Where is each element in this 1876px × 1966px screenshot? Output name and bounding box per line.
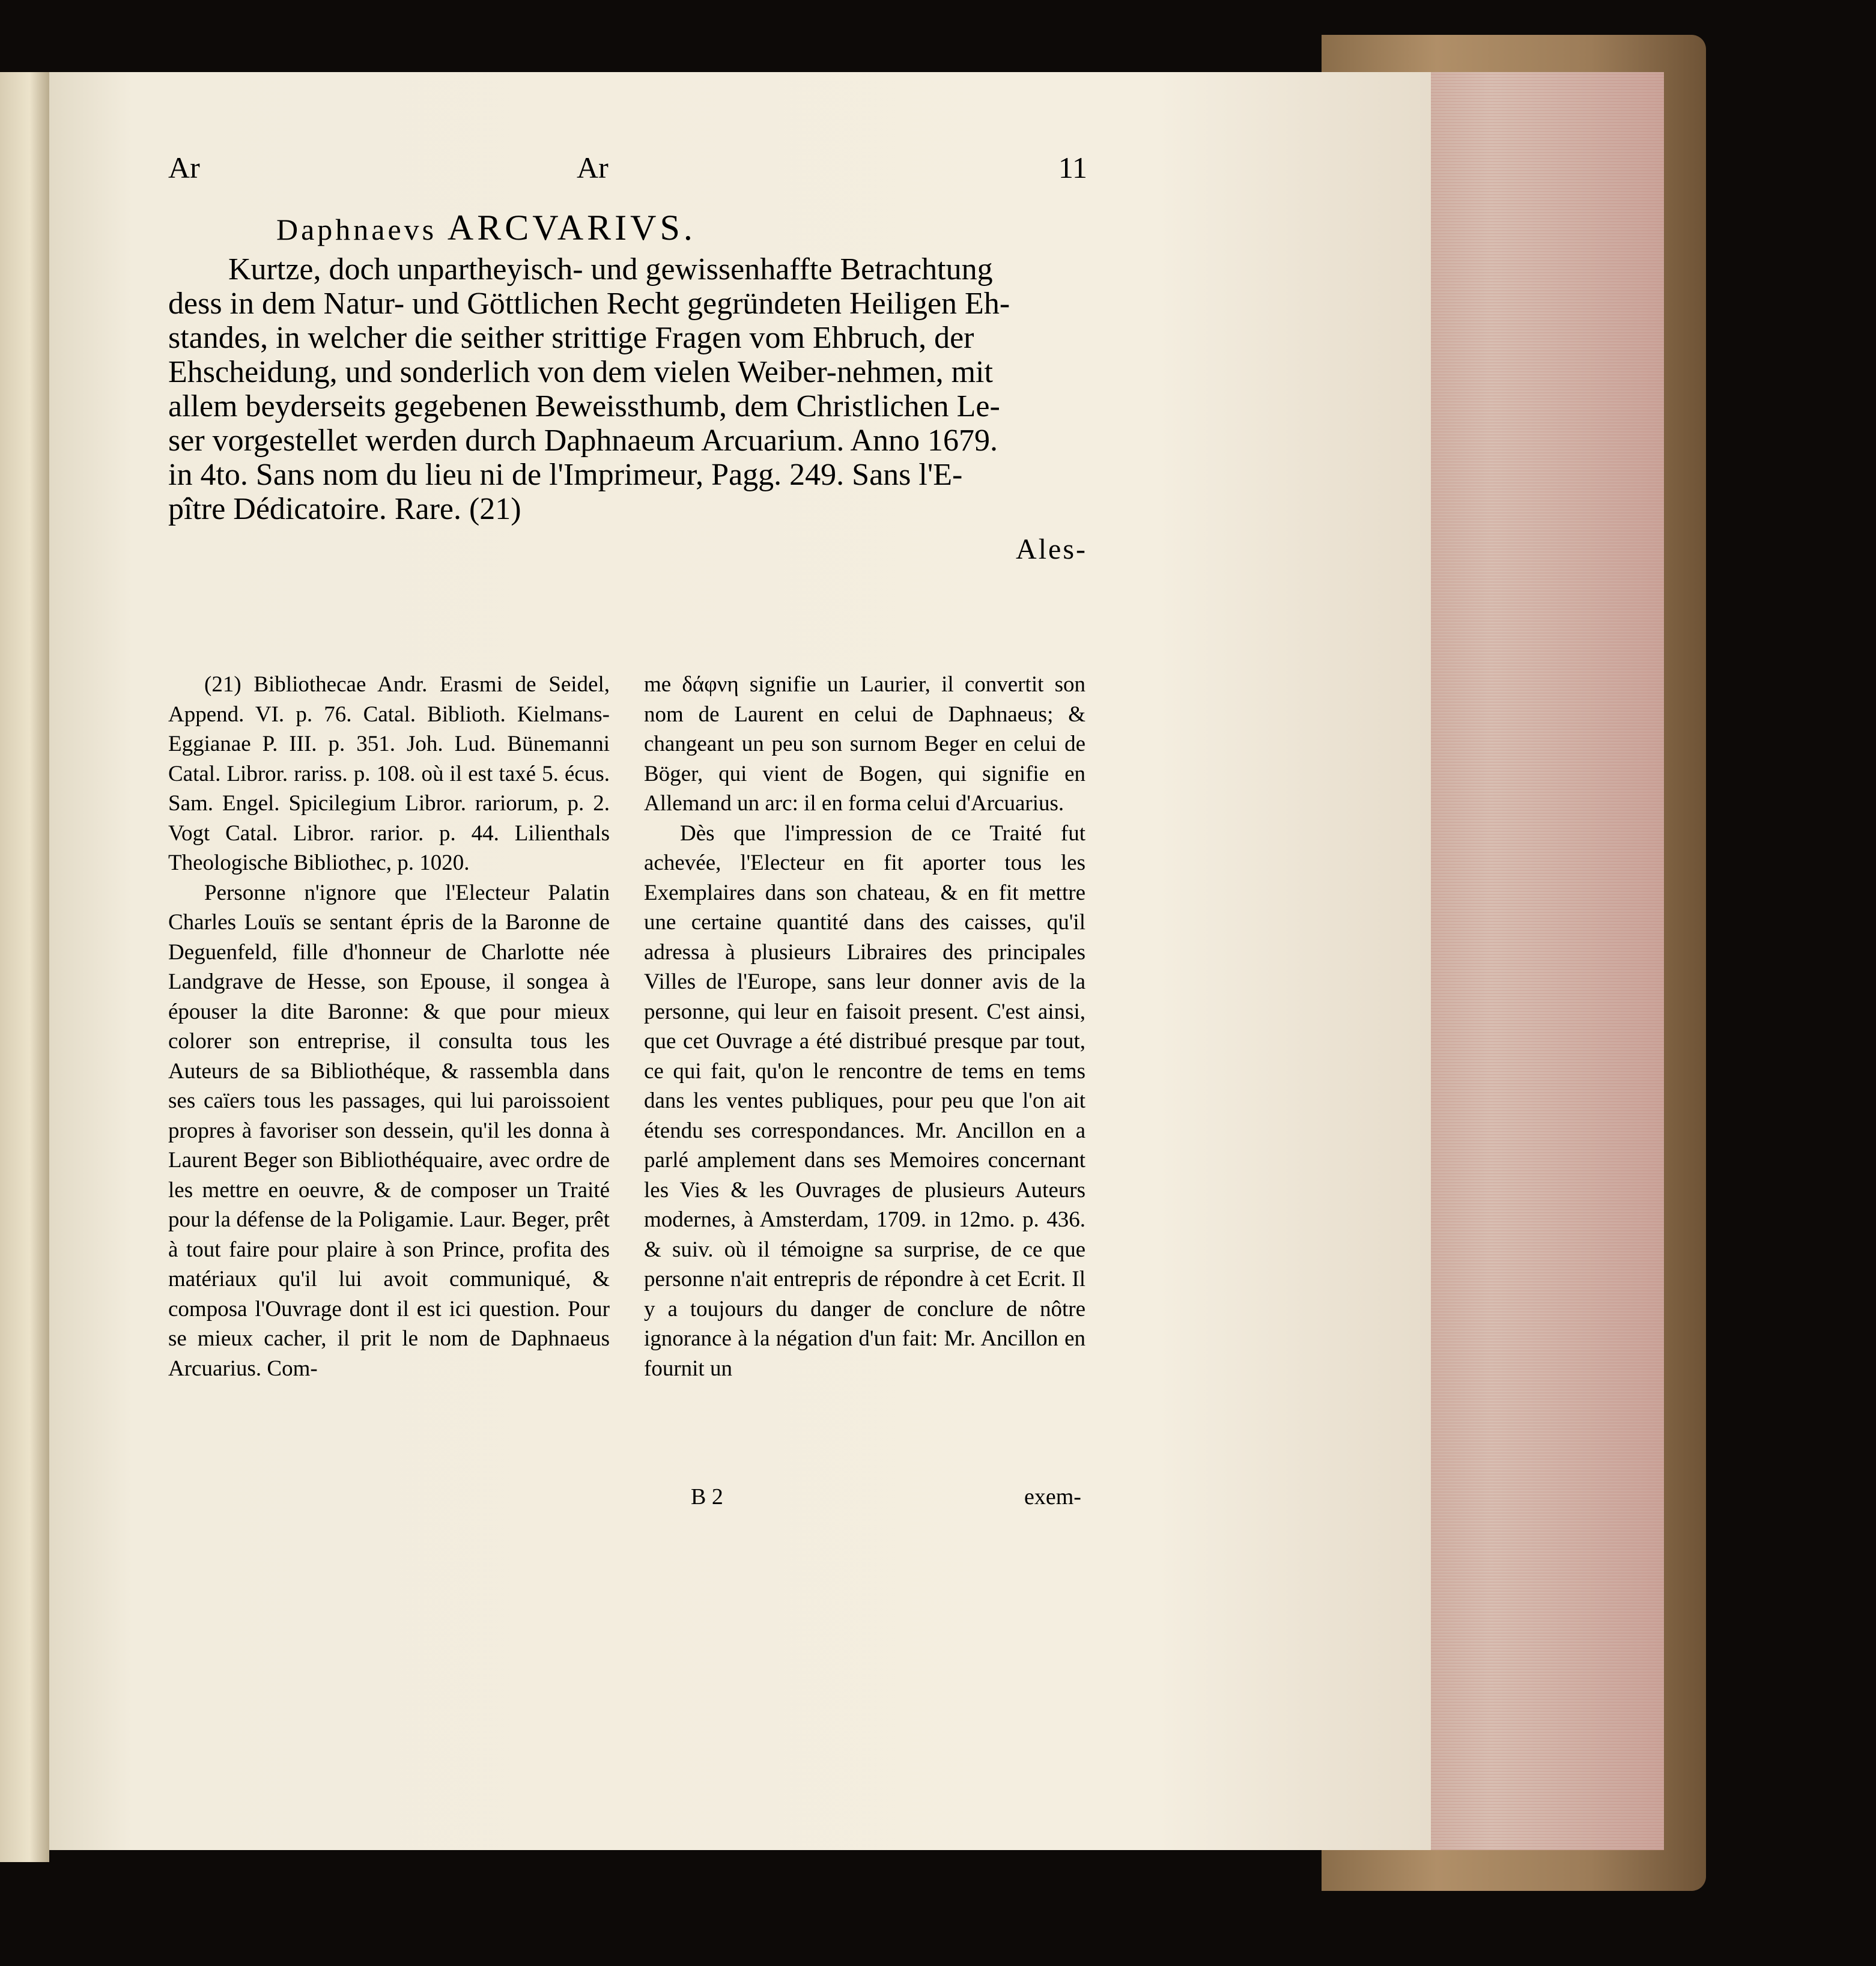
- main-line: Ehscheidung, und sonderlich von dem vielen Weiber-nehmen, mit: [168, 355, 993, 389]
- main-line: Kurtze, doch unpartheyisch- und gewissenhaffte Betrachtung: [228, 252, 993, 287]
- footnote-paragraph: (21) Bibliothecae Andr. Erasmi de Seidel, Append. VI. p. 76. Catal. Biblioth. Kielmans-Eggianae P. III. p. 351. Joh. Lud. Bünemanni Catal. Libror. rariss. p. 108. où il est taxé 5. écus. Sam. Engel. Spicilegium Libror. rariorum, p. 2. Vogt Catal. Libror. rarior. p. 44. Lilienthals Theologische Bibliothec, p. 1020.: [168, 672, 610, 875]
- commentary-paragraph: me δάφνη signifie un Laurier, il convertit son nom de Laurent en celui de Daphnaeus; & changeant un peu son surnom Beger en celui de Böger, qui vient de Bogen, qui signifie en Allemand un arc: il en forma celui d'Arcuarius.: [644, 672, 1085, 816]
- main-line: dess in dem Natur- und Göttlichen Recht gegründeten Heiligen Eh-: [168, 287, 1010, 321]
- main-line: allem beyderseits gegebenen Beweissthumb, dem Christlichen Le-: [168, 389, 1000, 423]
- running-head-left: Ar: [168, 151, 200, 184]
- main-line: ser vorgestellet werden durch Daphnaeum Arcuarium. Anno 1679.: [168, 423, 998, 458]
- signature-mark: B 2: [691, 1484, 723, 1509]
- main-entry-paragraph: [168, 252, 1087, 566]
- main-line: in 4to. Sans nom du lieu ni de l'Imprimeur, Pagg. 249. Sans l'E-: [168, 458, 963, 492]
- running-head-center: Ar: [577, 151, 609, 184]
- footnote-column-left: [168, 670, 610, 1383]
- facing-page-edge: [0, 72, 49, 1862]
- footnote-column-right: [644, 670, 1085, 1383]
- author-first-name: Daphnaevs: [276, 213, 437, 246]
- main-line: pître Dédicatoire. Rare. (21): [168, 492, 521, 526]
- catchword-top: Ales-: [1016, 533, 1087, 565]
- author-last-name: ARCVARIVS.: [447, 208, 696, 247]
- main-line: standes, in welcher die seither strittige Fragen vom Ehbruch, der: [168, 321, 974, 355]
- entry-heading: [276, 207, 696, 249]
- commentary-paragraph: Personne n'ignore que l'Electeur Palatin Charles Louïs se sentant épris de la Baronne de Deguenfeld, fille d'honneur de Charlotte née Landgrave de Hesse, son Epouse, il songea à épouser la dite Baronne: & que pour mieux colorer son entreprise, il consulta tous les Auteurs de sa Bibliothéque, & rassembla dans ses caïers tous les passages, qui lui paroissoient propres à favoriser son dessein, qu'il les donna à Laurent Beger son Bibliothéquaire, avec ordre de les mettre en oeuvre, & de composer un Traité pour la défense de la Poligamie. Laur. Beger, prêt à tout faire pour plaire à son Prince, profita des matériaux qu'il lui avoit communiqué, & composa l'Ouvrage dont il est ici question. Pour se mieux cacher, il prit le nom de Daphnaeus Arcuarius. Com-: [168, 880, 610, 1381]
- running-head: [168, 150, 1087, 192]
- commentary-paragraph: Dès que l'impression de ce Traité fut achevée, l'Electeur en fit aporter tous les Exemplaires dans son chateau, & en fit mettre une certaine quantité dans des caisses, qu'il adressa à plusieurs Libraires des principales Villes de l'Europe, sans leur donner avis de la personne, qui leur en faisoit present. C'est ainsi, que cet Ouvrage a été distribué presque par tout, ce qui fait, qu'on le rencontre de tems en tems dans les ventes publiques, pour peu que l'on ait étendu ses correspondances. Mr. Ancillon en a parlé amplement dans ses Memoires concernant les Vies & les Ouvrages de plusieurs Auteurs modernes, à Amsterdam, 1709. in 12mo. p. 436. & suiv. où il témoigne sa surprise, de ce que personne n'ait entrepris de répondre à cet Ecrit. Il y a toujours du danger de conclure de nôtre ignorance à la négation d'un fait: Mr. Ancillon en fournit un: [644, 821, 1085, 1381]
- catchword-bottom: exem-: [1024, 1484, 1081, 1509]
- page-number: 11: [1058, 151, 1087, 184]
